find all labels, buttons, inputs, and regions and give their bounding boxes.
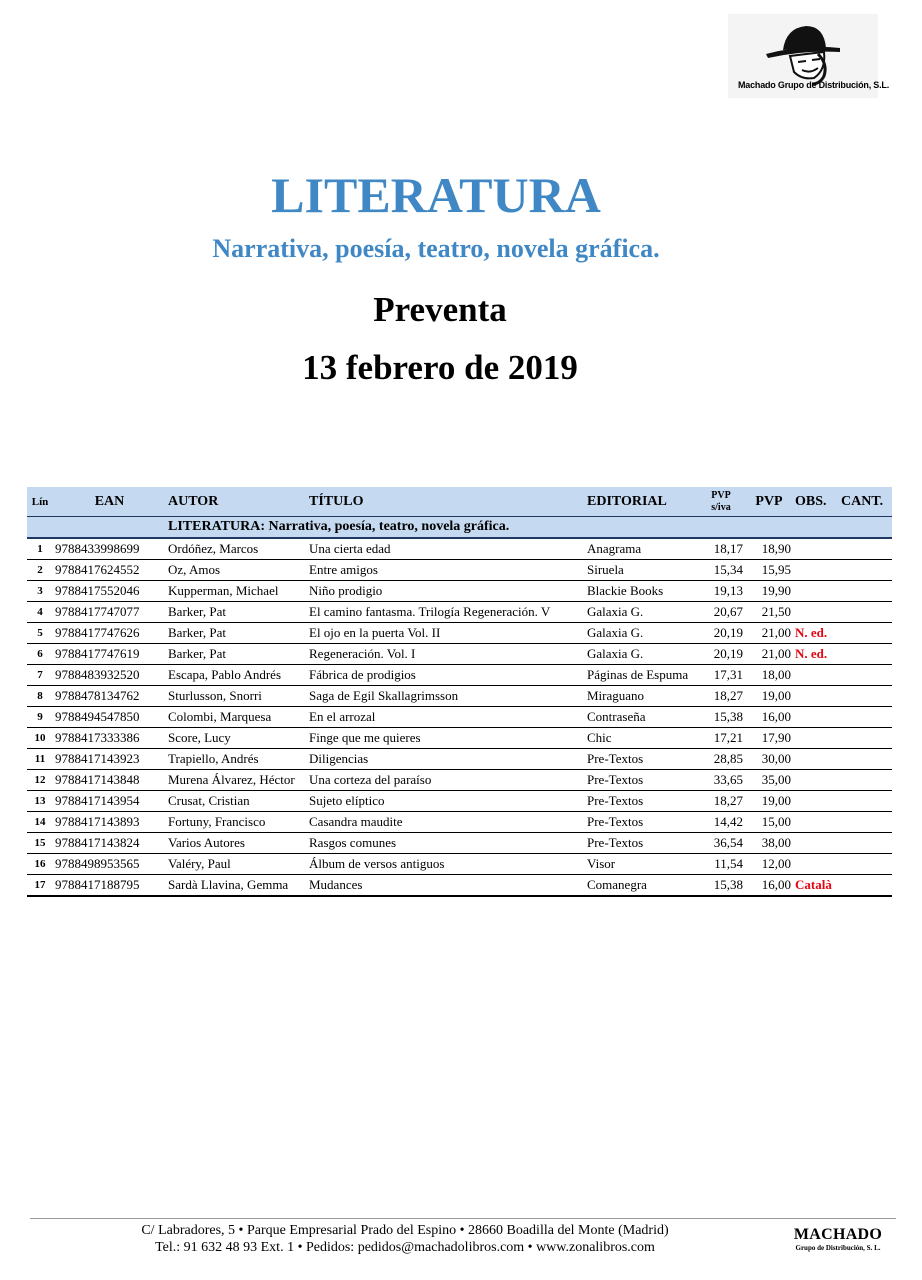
row-ean: 9788417143824: [53, 833, 166, 854]
section-row: [27, 517, 892, 539]
row-ean: 9788478134762: [53, 686, 166, 707]
footer-address-line1: C/ Labradores, 5 • Parque Empresarial Prado del Espino • 28660 Boadilla del Monte (Madrid): [141, 1223, 669, 1238]
row-titulo: El ojo en la puerta Vol. II: [307, 623, 585, 644]
row-pvp: 15,95: [745, 560, 793, 581]
row-autor: Ordóñez, Marcos: [166, 538, 307, 560]
row-editorial: Siruela: [585, 560, 697, 581]
col-pvp-siva-line2: s/iva: [711, 501, 731, 513]
row-obs: [793, 812, 839, 833]
row-pvp: 38,00: [745, 833, 793, 854]
row-pvp-siva: 14,42: [697, 812, 745, 833]
row-lin: 11: [27, 749, 53, 770]
row-pvp-siva: 28,85: [697, 749, 745, 770]
row-editorial: Contraseña: [585, 707, 697, 728]
row-titulo: Regeneración. Vol. I: [307, 644, 585, 665]
row-autor: Trapiello, Andrés: [166, 749, 307, 770]
row-obs: N. ed.: [793, 644, 839, 665]
row-pvp: 18,00: [745, 665, 793, 686]
row-pvp-siva: 20,19: [697, 623, 745, 644]
table-row: [27, 686, 892, 707]
row-pvp-siva: 20,67: [697, 602, 745, 623]
row-cant: [839, 707, 892, 728]
col-pvp-siva: [697, 487, 745, 517]
row-obs: [793, 602, 839, 623]
presale-date: 13 febrero de 2019: [302, 348, 578, 387]
row-pvp: 21,00: [745, 644, 793, 665]
row-cant: [839, 728, 892, 749]
row-editorial: Pre-Textos: [585, 812, 697, 833]
row-ean: 9788417747619: [53, 644, 166, 665]
row-titulo: Casandra maudite: [307, 812, 585, 833]
table-row: [27, 707, 892, 728]
row-titulo: Rasgos comunes: [307, 833, 585, 854]
row-pvp-siva: 20,19: [697, 644, 745, 665]
row-cant: [839, 833, 892, 854]
row-autor: Valéry, Paul: [166, 854, 307, 875]
row-editorial: Galaxia G.: [585, 623, 697, 644]
row-obs: [793, 791, 839, 812]
row-lin: 3: [27, 581, 53, 602]
row-pvp: 19,00: [745, 791, 793, 812]
col-pvp-siva-line1: PVP: [711, 489, 731, 501]
row-pvp-siva: 19,13: [697, 581, 745, 602]
row-cant: [839, 581, 892, 602]
row-pvp-siva: 36,54: [697, 833, 745, 854]
row-autor: Escapa, Pablo Andrés: [166, 665, 307, 686]
row-pvp-siva: 17,21: [697, 728, 745, 749]
row-lin: 5: [27, 623, 53, 644]
row-autor: Kupperman, Michael: [166, 581, 307, 602]
row-cant: [839, 665, 892, 686]
presale-heading: Preventa: [373, 290, 507, 329]
row-cant: [839, 644, 892, 665]
row-ean: 9788494547850: [53, 707, 166, 728]
row-cant: [839, 875, 892, 897]
footer-brand: [786, 1226, 890, 1252]
row-ean: 9788417143954: [53, 791, 166, 812]
row-editorial: Galaxia G.: [585, 602, 697, 623]
table-row: [27, 581, 892, 602]
table-row: [27, 791, 892, 812]
row-autor: Murena Álvarez, Héctor: [166, 770, 307, 791]
row-cant: [839, 686, 892, 707]
row-obs: Català: [793, 875, 839, 897]
section-label: LITERATURA: Narrativa, poesía, teatro, novela gráfica.: [166, 517, 892, 539]
row-autor: Oz, Amos: [166, 560, 307, 581]
row-ean: 9788483932520: [53, 665, 166, 686]
row-pvp: 18,90: [745, 538, 793, 560]
row-obs: [793, 686, 839, 707]
col-ean: EAN: [53, 487, 166, 517]
page-subtitle: Narrativa, poesía, teatro, novela gráfica.: [212, 234, 660, 263]
row-titulo: Mudances: [307, 875, 585, 897]
row-titulo: Sujeto elíptico: [307, 791, 585, 812]
table-row: [27, 728, 892, 749]
table-header-row: [27, 487, 892, 517]
row-titulo: Niño prodigio: [307, 581, 585, 602]
row-editorial: Pre-Textos: [585, 749, 697, 770]
row-lin: 6: [27, 644, 53, 665]
row-titulo: Álbum de versos antiguos: [307, 854, 585, 875]
col-editorial: EDITORIAL: [585, 487, 697, 517]
row-lin: 1: [27, 538, 53, 560]
row-editorial: Miraguano: [585, 686, 697, 707]
row-pvp-siva: 11,54: [697, 854, 745, 875]
row-cant: [839, 560, 892, 581]
row-ean: 9788417188795: [53, 875, 166, 897]
row-cant: [839, 602, 892, 623]
page-title: LITERATURA: [271, 167, 601, 223]
table-row: [27, 538, 892, 560]
row-titulo: El camino fantasma. Trilogía Regeneración. V: [307, 602, 585, 623]
row-obs: [793, 665, 839, 686]
table-row: [27, 854, 892, 875]
row-obs: [793, 707, 839, 728]
row-editorial: Blackie Books: [585, 581, 697, 602]
table-row: [27, 560, 892, 581]
row-pvp: 16,00: [745, 875, 793, 897]
row-titulo: Fábrica de prodigios: [307, 665, 585, 686]
row-autor: Barker, Pat: [166, 644, 307, 665]
row-lin: 2: [27, 560, 53, 581]
table-row: [27, 770, 892, 791]
row-titulo: Finge que me quieres: [307, 728, 585, 749]
row-obs: [793, 749, 839, 770]
row-titulo: En el arrozal: [307, 707, 585, 728]
row-obs: [793, 538, 839, 560]
row-autor: Fortuny, Francisco: [166, 812, 307, 833]
table-row: [27, 749, 892, 770]
row-pvp: 12,00: [745, 854, 793, 875]
row-ean: 9788417143848: [53, 770, 166, 791]
row-pvp-siva: 15,34: [697, 560, 745, 581]
row-obs: [793, 728, 839, 749]
row-pvp-siva: 17,31: [697, 665, 745, 686]
row-autor: Barker, Pat: [166, 602, 307, 623]
row-lin: 8: [27, 686, 53, 707]
row-titulo: Saga de Egil Skallagrimsson: [307, 686, 585, 707]
row-autor: Varios Autores: [166, 833, 307, 854]
order-table: [27, 487, 892, 897]
row-pvp: 21,50: [745, 602, 793, 623]
col-pvp: PVP: [745, 487, 793, 517]
footer-brand-name: MACHADO: [793, 1226, 883, 1243]
footer-divider: [30, 1218, 896, 1219]
row-ean: 9788417624552: [53, 560, 166, 581]
row-autor: Barker, Pat: [166, 623, 307, 644]
row-lin: 15: [27, 833, 53, 854]
row-ean: 9788417747077: [53, 602, 166, 623]
row-lin: 14: [27, 812, 53, 833]
row-ean: 9788417143923: [53, 749, 166, 770]
row-obs: [793, 854, 839, 875]
row-pvp: 15,00: [745, 812, 793, 833]
row-pvp-siva: 18,17: [697, 538, 745, 560]
row-editorial: Páginas de Espuma: [585, 665, 697, 686]
row-autor: Crusat, Cristian: [166, 791, 307, 812]
row-cant: [839, 749, 892, 770]
footer-address-line2: Tel.: 91 632 48 93 Ext. 1 • Pedidos: pedidos@machadolibros.com • www.zonalibros.com: [155, 1240, 655, 1255]
row-autor: Sardà Llavina, Gemma: [166, 875, 307, 897]
col-titulo: TÍTULO: [307, 487, 585, 517]
row-titulo: Una corteza del paraíso: [307, 770, 585, 791]
row-lin: 17: [27, 875, 53, 897]
row-obs: [793, 770, 839, 791]
row-cant: [839, 854, 892, 875]
row-obs: [793, 560, 839, 581]
row-pvp: 19,90: [745, 581, 793, 602]
row-pvp: 35,00: [745, 770, 793, 791]
row-ean: 9788433998699: [53, 538, 166, 560]
row-autor: Score, Lucy: [166, 728, 307, 749]
row-editorial: Galaxia G.: [585, 644, 697, 665]
row-obs: N. ed.: [793, 623, 839, 644]
row-editorial: Anagrama: [585, 538, 697, 560]
row-ean: 9788498953565: [53, 854, 166, 875]
row-lin: 12: [27, 770, 53, 791]
row-pvp-siva: 33,65: [697, 770, 745, 791]
row-pvp-siva: 18,27: [697, 791, 745, 812]
col-obs: OBS.: [793, 487, 839, 517]
col-autor: AUTOR: [166, 487, 307, 517]
row-titulo: Una cierta edad: [307, 538, 585, 560]
row-lin: 9: [27, 707, 53, 728]
footer-brand-sub: Grupo de Distribución, S. L.: [795, 1244, 881, 1252]
row-cant: [839, 623, 892, 644]
row-editorial: Comanegra: [585, 875, 697, 897]
row-autor: Colombi, Marquesa: [166, 707, 307, 728]
row-ean: 9788417747626: [53, 623, 166, 644]
row-titulo: Diligencias: [307, 749, 585, 770]
table-row: [27, 812, 892, 833]
row-lin: 10: [27, 728, 53, 749]
row-pvp-siva: 15,38: [697, 707, 745, 728]
row-ean: 9788417333386: [53, 728, 166, 749]
table-row: [27, 644, 892, 665]
col-lin: Lín: [27, 487, 53, 517]
row-pvp-siva: 18,27: [697, 686, 745, 707]
row-editorial: Chic: [585, 728, 697, 749]
row-cant: [839, 812, 892, 833]
table-row: [27, 602, 892, 623]
row-editorial: Visor: [585, 854, 697, 875]
row-editorial: Pre-Textos: [585, 833, 697, 854]
row-lin: 16: [27, 854, 53, 875]
row-obs: [793, 833, 839, 854]
row-pvp: 21,00: [745, 623, 793, 644]
table-row: [27, 833, 892, 854]
row-lin: 7: [27, 665, 53, 686]
row-cant: [839, 538, 892, 560]
row-ean: 9788417552046: [53, 581, 166, 602]
col-cant: CANT.: [839, 487, 892, 517]
table-row: [27, 875, 892, 897]
row-pvp: 19,00: [745, 686, 793, 707]
row-lin: 13: [27, 791, 53, 812]
row-cant: [839, 770, 892, 791]
row-titulo: Entre amigos: [307, 560, 585, 581]
footer-address: [0, 1222, 810, 1256]
row-pvp: 30,00: [745, 749, 793, 770]
row-lin: 4: [27, 602, 53, 623]
row-obs: [793, 581, 839, 602]
table-row: [27, 623, 892, 644]
logo-text: Machado Grupo de Distribución, S.L.: [738, 80, 890, 90]
table-row: [27, 665, 892, 686]
row-pvp: 16,00: [745, 707, 793, 728]
row-cant: [839, 791, 892, 812]
row-autor: Sturlusson, Snorri: [166, 686, 307, 707]
row-editorial: Pre-Textos: [585, 770, 697, 791]
row-pvp-siva: 15,38: [697, 875, 745, 897]
row-editorial: Pre-Textos: [585, 791, 697, 812]
row-pvp: 17,90: [745, 728, 793, 749]
row-ean: 9788417143893: [53, 812, 166, 833]
